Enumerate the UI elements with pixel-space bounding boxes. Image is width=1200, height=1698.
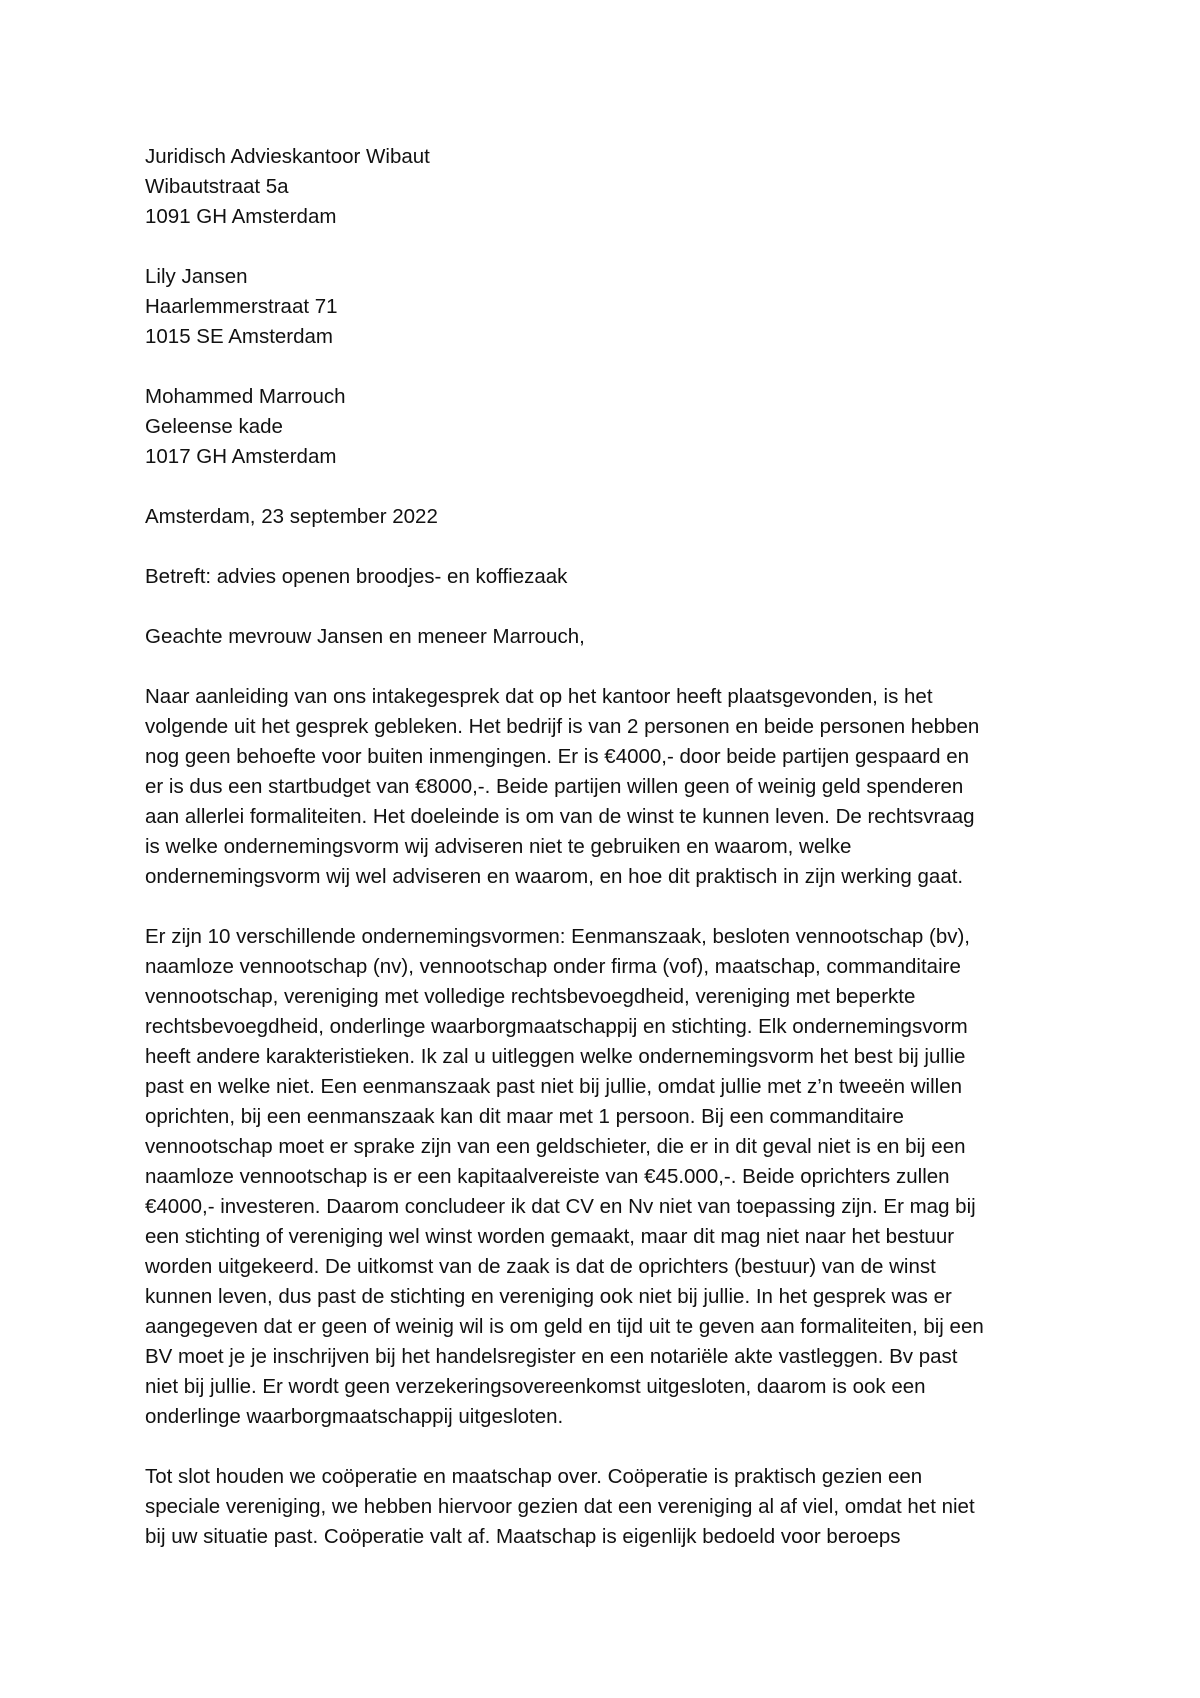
text-line: vennootschap moet er sprake zijn van een geldschieter, die er in dit geval niet is en bij een <box>145 1135 966 1158</box>
recipient-street: Geleense kade <box>145 415 283 438</box>
text-line: past en welke niet. Een eenmanszaak past niet bij jullie, omdat jullie met z’n tweeën willen <box>145 1075 963 1098</box>
sender-name: Juridisch Advieskantoor Wibaut <box>145 145 430 168</box>
text-line: worden uitgekeerd. De uitkomst van de zaak is dat de oprichters (bestuur) van de winst <box>145 1255 936 1278</box>
text-line: Er zijn 10 verschillende ondernemingsvormen: Eenmanszaak, besloten vennootschap (bv), <box>145 925 971 948</box>
text-line: er is dus een startbudget van €8000,-. Beide partijen willen geen of weinig geld spenderen <box>145 775 964 798</box>
body-paragraph-1 <box>145 682 1075 892</box>
text-line: BV moet je je inschrijven bij het handelsregister en een notariële akte vastleggen. Bv past <box>145 1345 958 1368</box>
sender-address <box>145 142 1075 232</box>
body-paragraph-3 <box>145 1462 1075 1552</box>
text-line: een stichting of vereniging wel winst worden gemaakt, maar dit mag niet naar het bestuur <box>145 1225 955 1248</box>
date-line: Amsterdam, 23 september 2022 <box>145 505 438 528</box>
text-line: nog geen behoefte voor buiten inmengingen. Er is €4000,- door beide partijen gespaard en <box>145 745 970 768</box>
text-line: oprichten, bij een eenmanszaak kan dit maar met 1 persoon. Bij een commanditaire <box>145 1105 904 1128</box>
recipient-name: Mohammed Marrouch <box>145 385 346 408</box>
text-line: Tot slot houden we coöperatie en maatschap over. Coöperatie is praktisch gezien een <box>145 1465 923 1488</box>
text-line: aangegeven dat er geen of weinig wil is om geld en tijd uit te geven aan formaliteiten, bij een <box>145 1315 984 1338</box>
text-line: naamloze vennootschap (nv), vennootschap onder firma (vof), maatschap, commanditaire <box>145 955 961 978</box>
recipient-address-2 <box>145 382 1075 472</box>
text-line: onderlinge waarborgmaatschappij uitgesloten. <box>145 1405 564 1428</box>
text-line: heeft andere karakteristieken. Ik zal u uitleggen welke ondernemingsvorm het best bij jullie <box>145 1045 966 1068</box>
sender-city: 1091 GH Amsterdam <box>145 205 337 228</box>
recipient-city: 1017 GH Amsterdam <box>145 445 337 468</box>
text-line: Naar aanleiding van ons intakegesprek dat op het kantoor heeft plaatsgevonden, is het <box>145 685 933 708</box>
salutation: Geachte mevrouw Jansen en meneer Marrouch, <box>145 625 585 648</box>
recipient-name: Lily Jansen <box>145 265 248 288</box>
recipient-city: 1015 SE Amsterdam <box>145 325 334 348</box>
text-line: ondernemingsvorm wij wel adviseren en waarom, en hoe dit praktisch in zijn werking gaat. <box>145 865 964 888</box>
text-line: bij uw situatie past. Coöperatie valt af. Maatschap is eigenlijk bedoeld voor beroeps <box>145 1525 901 1548</box>
text-line: is welke ondernemingsvorm wij adviseren niet te gebruiken en waarom, welke <box>145 835 852 858</box>
text-line: vennootschap, vereniging met volledige rechtsbevoegdheid, vereniging met beperkte <box>145 985 916 1008</box>
letter-page <box>145 142 1075 1582</box>
text-line: volgende uit het gesprek gebleken. Het bedrijf is van 2 personen en beide personen hebben <box>145 715 980 738</box>
text-line: naamloze vennootschap is er een kapitaalvereiste van €45.000,-. Beide oprichters zullen <box>145 1165 950 1188</box>
subject-line: Betreft: advies openen broodjes- en koffiezaak <box>145 565 568 588</box>
text-line: aan allerlei formaliteiten. Het doeleinde is om van de winst te kunnen leven. De rechtsvraag <box>145 805 975 828</box>
text-line: rechtsbevoegdheid, onderlinge waarborgmaatschappij en stichting. Elk ondernemingsvorm <box>145 1015 968 1038</box>
text-line: speciale vereniging, we hebben hiervoor gezien dat een vereniging al af viel, omdat het niet <box>145 1495 975 1518</box>
sender-street: Wibautstraat 5a <box>145 175 289 198</box>
text-line: kunnen leven, dus past de stichting en vereniging ook niet bij jullie. In het gesprek was er <box>145 1285 952 1308</box>
recipient-street: Haarlemmerstraat 71 <box>145 295 338 318</box>
recipient-address-1 <box>145 262 1075 352</box>
body-paragraph-2 <box>145 922 1075 1432</box>
text-line: niet bij jullie. Er wordt geen verzekeringsovereenkomst uitgesloten, daarom is ook een <box>145 1375 926 1398</box>
text-line: €4000,- investeren. Daarom concludeer ik dat CV en Nv niet van toepassing zijn. Er mag bij <box>145 1195 976 1218</box>
